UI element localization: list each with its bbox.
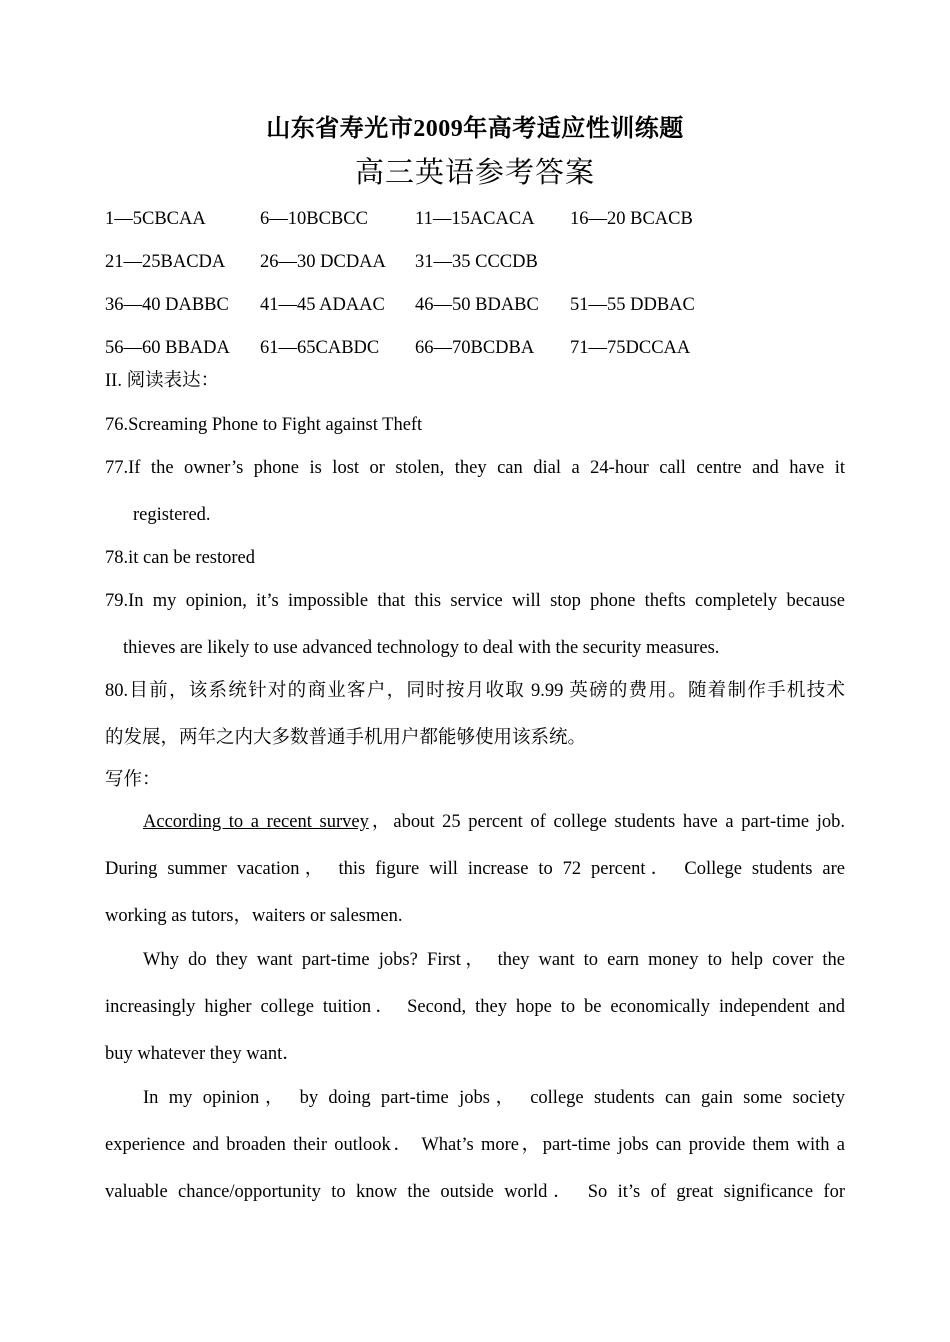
answer-row xyxy=(105,284,865,327)
answer-79-line2: thieves are likely to use advanced technology to deal with the security measures. xyxy=(123,638,720,658)
section-heading-reading: II. 阅读表达： xyxy=(105,371,220,391)
answer-cell: 21—25BACDA xyxy=(105,252,226,272)
answer-cell: 56—60 BBADA xyxy=(105,338,230,358)
essay-p3-line1: In my opinion， by doing part-time jobs， college students can gain some society xyxy=(143,1088,845,1108)
answer-cell: 11—15ACACA xyxy=(415,209,535,229)
answer-cell: 36—40 DABBC xyxy=(105,295,229,315)
essay-p3-line2: experience and broaden their outlook． What’s more，part-time jobs can provide them with a xyxy=(105,1135,845,1155)
essay-p3-line3: valuable chance/opportunity to know the outside world． So it’s of great significance for xyxy=(105,1182,845,1202)
answer-78: 78.it can be restored xyxy=(105,548,255,568)
answer-cell: 31—35 CCCDB xyxy=(415,252,538,272)
answer-row xyxy=(105,241,865,284)
essay-p1-line2: During summer vacation， this figure will increase to 72 percent． College students are xyxy=(105,859,845,879)
answer-cell: 51—55 DDBAC xyxy=(570,295,695,315)
answer-cell: 71—75DCCAA xyxy=(570,338,691,358)
answer-80-line1: 80.目前，该系统针对的商业客户，同时按月收取 9.99 英磅的费用。随着制作手机技术 xyxy=(105,681,845,701)
essay-p2-line3: buy whatever they want． xyxy=(105,1044,301,1064)
answer-79-line1: 79.In my opinion, it’s impossible that this service will stop phone thefts completely because xyxy=(105,591,845,611)
section-heading-writing: 写作： xyxy=(105,770,161,790)
essay-p2-line1: Why do they want part-time jobs? First， they want to earn money to help cover the xyxy=(143,950,845,970)
essay-underlined-phrase: According to a recent survey xyxy=(143,812,369,832)
answer-cell: 46—50 BDABC xyxy=(415,295,539,315)
answer-cell: 66—70BCDBA xyxy=(415,338,535,358)
answer-key-table xyxy=(105,198,865,370)
answer-77-line1: 77.If the owner’s phone is lost or stolen, they can dial a 24-hour call centre and have it xyxy=(105,458,845,478)
answer-cell: 26—30 DCDAA xyxy=(260,252,386,272)
document-title: 山东省寿光市2009年高考适应性训练题 xyxy=(266,116,684,142)
document-subtitle: 高三英语参考答案 xyxy=(354,157,595,189)
answer-76: 76.Screaming Phone to Fight against Theft xyxy=(105,415,423,435)
answer-77-line2: registered. xyxy=(133,505,211,525)
answer-cell: 6—10BCBCC xyxy=(260,209,368,229)
essay-p2-line2: increasingly higher college tuition． Second, they hope to be economically independent and xyxy=(105,997,845,1017)
essay-p1-line3: working as tutors，waiters or salesmen. xyxy=(105,906,403,926)
answer-row xyxy=(105,198,865,241)
essay-p1-line1 xyxy=(105,799,845,846)
answer-cell: 1—5CBCAA xyxy=(105,209,206,229)
answer-80-line2: 的发展，两年之内大多数普通手机用户都能够使用该系统。 xyxy=(105,728,587,748)
answer-cell: 16—20 BCACB xyxy=(570,209,693,229)
essay-p1-line1-rest: ，about 25 percent of college students have a part-time job. xyxy=(368,812,845,832)
answer-cell: 41—45 ADAAC xyxy=(260,295,385,315)
answer-cell: 61—65CABDC xyxy=(260,338,380,358)
